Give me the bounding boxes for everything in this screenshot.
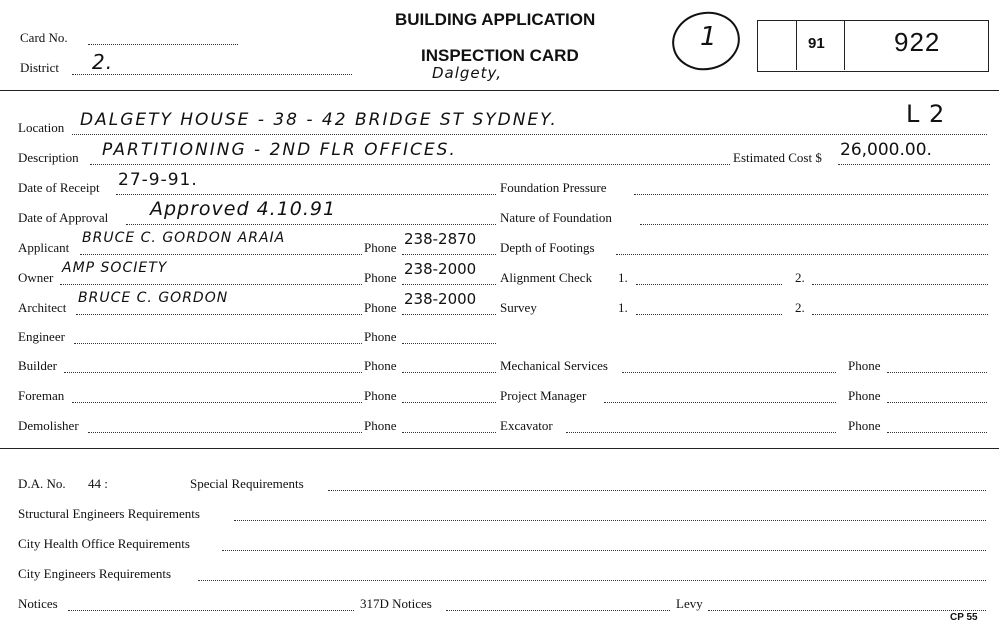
description-label: Description <box>18 150 79 165</box>
estimated-cost-line[interactable] <box>838 164 990 165</box>
survey-line-2[interactable] <box>812 314 988 315</box>
applicant-phone-label: Phone <box>364 240 397 255</box>
engineer-phone-line[interactable] <box>402 343 496 344</box>
foundation-pressure-line[interactable] <box>634 194 988 195</box>
health-requirements-line[interactable] <box>222 550 986 551</box>
notices-line[interactable] <box>68 610 354 611</box>
location-line[interactable] <box>72 134 987 135</box>
survey-n2: 2. <box>795 300 805 315</box>
date-of-approval-line[interactable] <box>126 224 496 225</box>
da-no-value: 44 : <box>88 476 108 491</box>
owner-phone-value: 238-2000 <box>404 260 477 278</box>
engineer-label: Engineer <box>18 329 65 344</box>
alignment-check-line-1[interactable] <box>636 284 782 285</box>
applicant-line[interactable] <box>80 254 362 255</box>
applicant-value: BRUCE C. GORDON ARAIA <box>82 230 286 246</box>
architect-phone-value: 238-2000 <box>404 290 477 308</box>
project-manager-label: Project Manager <box>500 388 587 403</box>
date-of-approval-value: Approved 4.10.91 <box>150 198 337 220</box>
alignment-check-label: Alignment Check <box>500 270 593 285</box>
mechanical-services-phone-label: Phone <box>848 358 881 373</box>
card-no-line[interactable] <box>88 44 238 45</box>
health-requirements-label: City Health Office Requirements <box>18 536 190 551</box>
survey-line-1[interactable] <box>636 314 782 315</box>
card-no-label: Card No. <box>20 30 68 45</box>
structural-requirements-label: Structural Engineers Requirements <box>18 506 200 521</box>
demolisher-label: Demolisher <box>18 418 79 433</box>
foreman-phone-line[interactable] <box>402 402 496 403</box>
notices-317d-label: 317D Notices <box>360 596 432 611</box>
section-rule <box>0 448 999 449</box>
notices-label: Notices <box>18 596 58 611</box>
project-manager-line[interactable] <box>604 402 836 403</box>
depth-of-footings-line[interactable] <box>616 254 988 255</box>
estimated-cost-label: Estimated Cost $ <box>733 150 822 165</box>
special-requirements-label: Special Requirements <box>190 476 304 491</box>
architect-line[interactable] <box>76 314 362 315</box>
mechanical-services-phone-line[interactable] <box>887 372 987 373</box>
demolisher-phone-line[interactable] <box>402 432 496 433</box>
owner-line[interactable] <box>60 284 362 285</box>
footer-code: CP 55 <box>950 612 978 623</box>
survey-n1: 1. <box>618 300 628 315</box>
location-note: L 2 <box>906 100 946 128</box>
description-value: PARTITIONING - 2ND FLR OFFICES. <box>102 140 457 160</box>
applicant-phone-value: 238-2870 <box>404 230 477 248</box>
engineer-line[interactable] <box>74 343 362 344</box>
excavator-label: Excavator <box>500 418 553 433</box>
applicant-phone-line[interactable] <box>402 254 496 255</box>
mechanical-services-label: Mechanical Services <box>500 358 608 373</box>
builder-line[interactable] <box>64 372 362 373</box>
survey-label: Survey <box>500 300 537 315</box>
owner-label: Owner <box>18 270 54 285</box>
special-requirements-line[interactable] <box>328 490 986 491</box>
nature-of-foundation-line[interactable] <box>640 224 988 225</box>
architect-phone-label: Phone <box>364 300 397 315</box>
title-line2: INSPECTION CARD <box>421 46 579 65</box>
district-line[interactable] <box>72 74 352 75</box>
location-value: DALGETY HOUSE - 38 - 42 BRIDGE ST SYDNEY. <box>80 110 558 130</box>
location-label: Location <box>18 120 65 135</box>
engineers-requirements-label: City Engineers Requirements <box>18 566 172 581</box>
demolisher-phone-label: Phone <box>364 418 397 433</box>
excavator-phone-label: Phone <box>848 418 881 433</box>
box-prefix: 91 <box>808 35 825 52</box>
engineer-phone-label: Phone <box>364 329 397 344</box>
architect-value: BRUCE C. GORDON <box>78 290 229 306</box>
applicant-label: Applicant <box>18 240 70 255</box>
foreman-line[interactable] <box>72 402 362 403</box>
owner-value: AMP SOCIETY <box>62 260 168 276</box>
project-manager-phone-label: Phone <box>848 388 881 403</box>
alignment-check-n2: 2. <box>795 270 805 285</box>
alignment-check-n1: 1. <box>618 270 628 285</box>
title-line1: BUILDING APPLICATION <box>395 10 596 29</box>
architect-phone-line[interactable] <box>402 314 496 315</box>
foundation-pressure-label: Foundation Pressure <box>500 180 607 195</box>
date-of-receipt-label: Date of Receipt <box>18 180 100 195</box>
card-number-frame <box>757 20 989 72</box>
owner-phone-line[interactable] <box>402 284 496 285</box>
date-of-approval-label: Date of Approval <box>18 210 109 225</box>
builder-phone-line[interactable] <box>402 372 496 373</box>
project-manager-phone-line[interactable] <box>887 402 987 403</box>
foreman-phone-label: Phone <box>364 388 397 403</box>
header-rule <box>0 90 999 91</box>
architect-label: Architect <box>18 300 67 315</box>
description-line[interactable] <box>90 164 730 165</box>
da-no-label: D.A. No. <box>18 476 66 491</box>
depth-of-footings-label: Depth of Footings <box>500 240 595 255</box>
date-of-receipt-value: 27-9-91. <box>118 170 198 190</box>
excavator-line[interactable] <box>566 432 836 433</box>
mechanical-services-line[interactable] <box>622 372 836 373</box>
title-annotation: Dalgety, <box>432 64 503 82</box>
structural-requirements-line[interactable] <box>234 520 986 521</box>
circled-number: 1 <box>700 22 718 52</box>
levy-label: Levy <box>676 596 703 611</box>
alignment-check-line-2[interactable] <box>812 284 988 285</box>
builder-label: Builder <box>18 358 57 373</box>
levy-line[interactable] <box>708 610 986 611</box>
estimated-cost-value: 26,000.00. <box>840 140 932 160</box>
district-value: 2. <box>92 50 114 74</box>
demolisher-line[interactable] <box>88 432 362 433</box>
notices-317d-line[interactable] <box>446 610 670 611</box>
owner-phone-label: Phone <box>364 270 397 285</box>
excavator-phone-line[interactable] <box>887 432 987 433</box>
box-number: 922 <box>894 27 941 57</box>
builder-phone-label: Phone <box>364 358 397 373</box>
nature-of-foundation-label: Nature of Foundation <box>500 210 612 225</box>
date-of-receipt-line[interactable] <box>116 194 496 195</box>
engineers-requirements-line[interactable] <box>198 580 986 581</box>
district-label: District <box>20 60 59 75</box>
foreman-label: Foreman <box>18 388 65 403</box>
